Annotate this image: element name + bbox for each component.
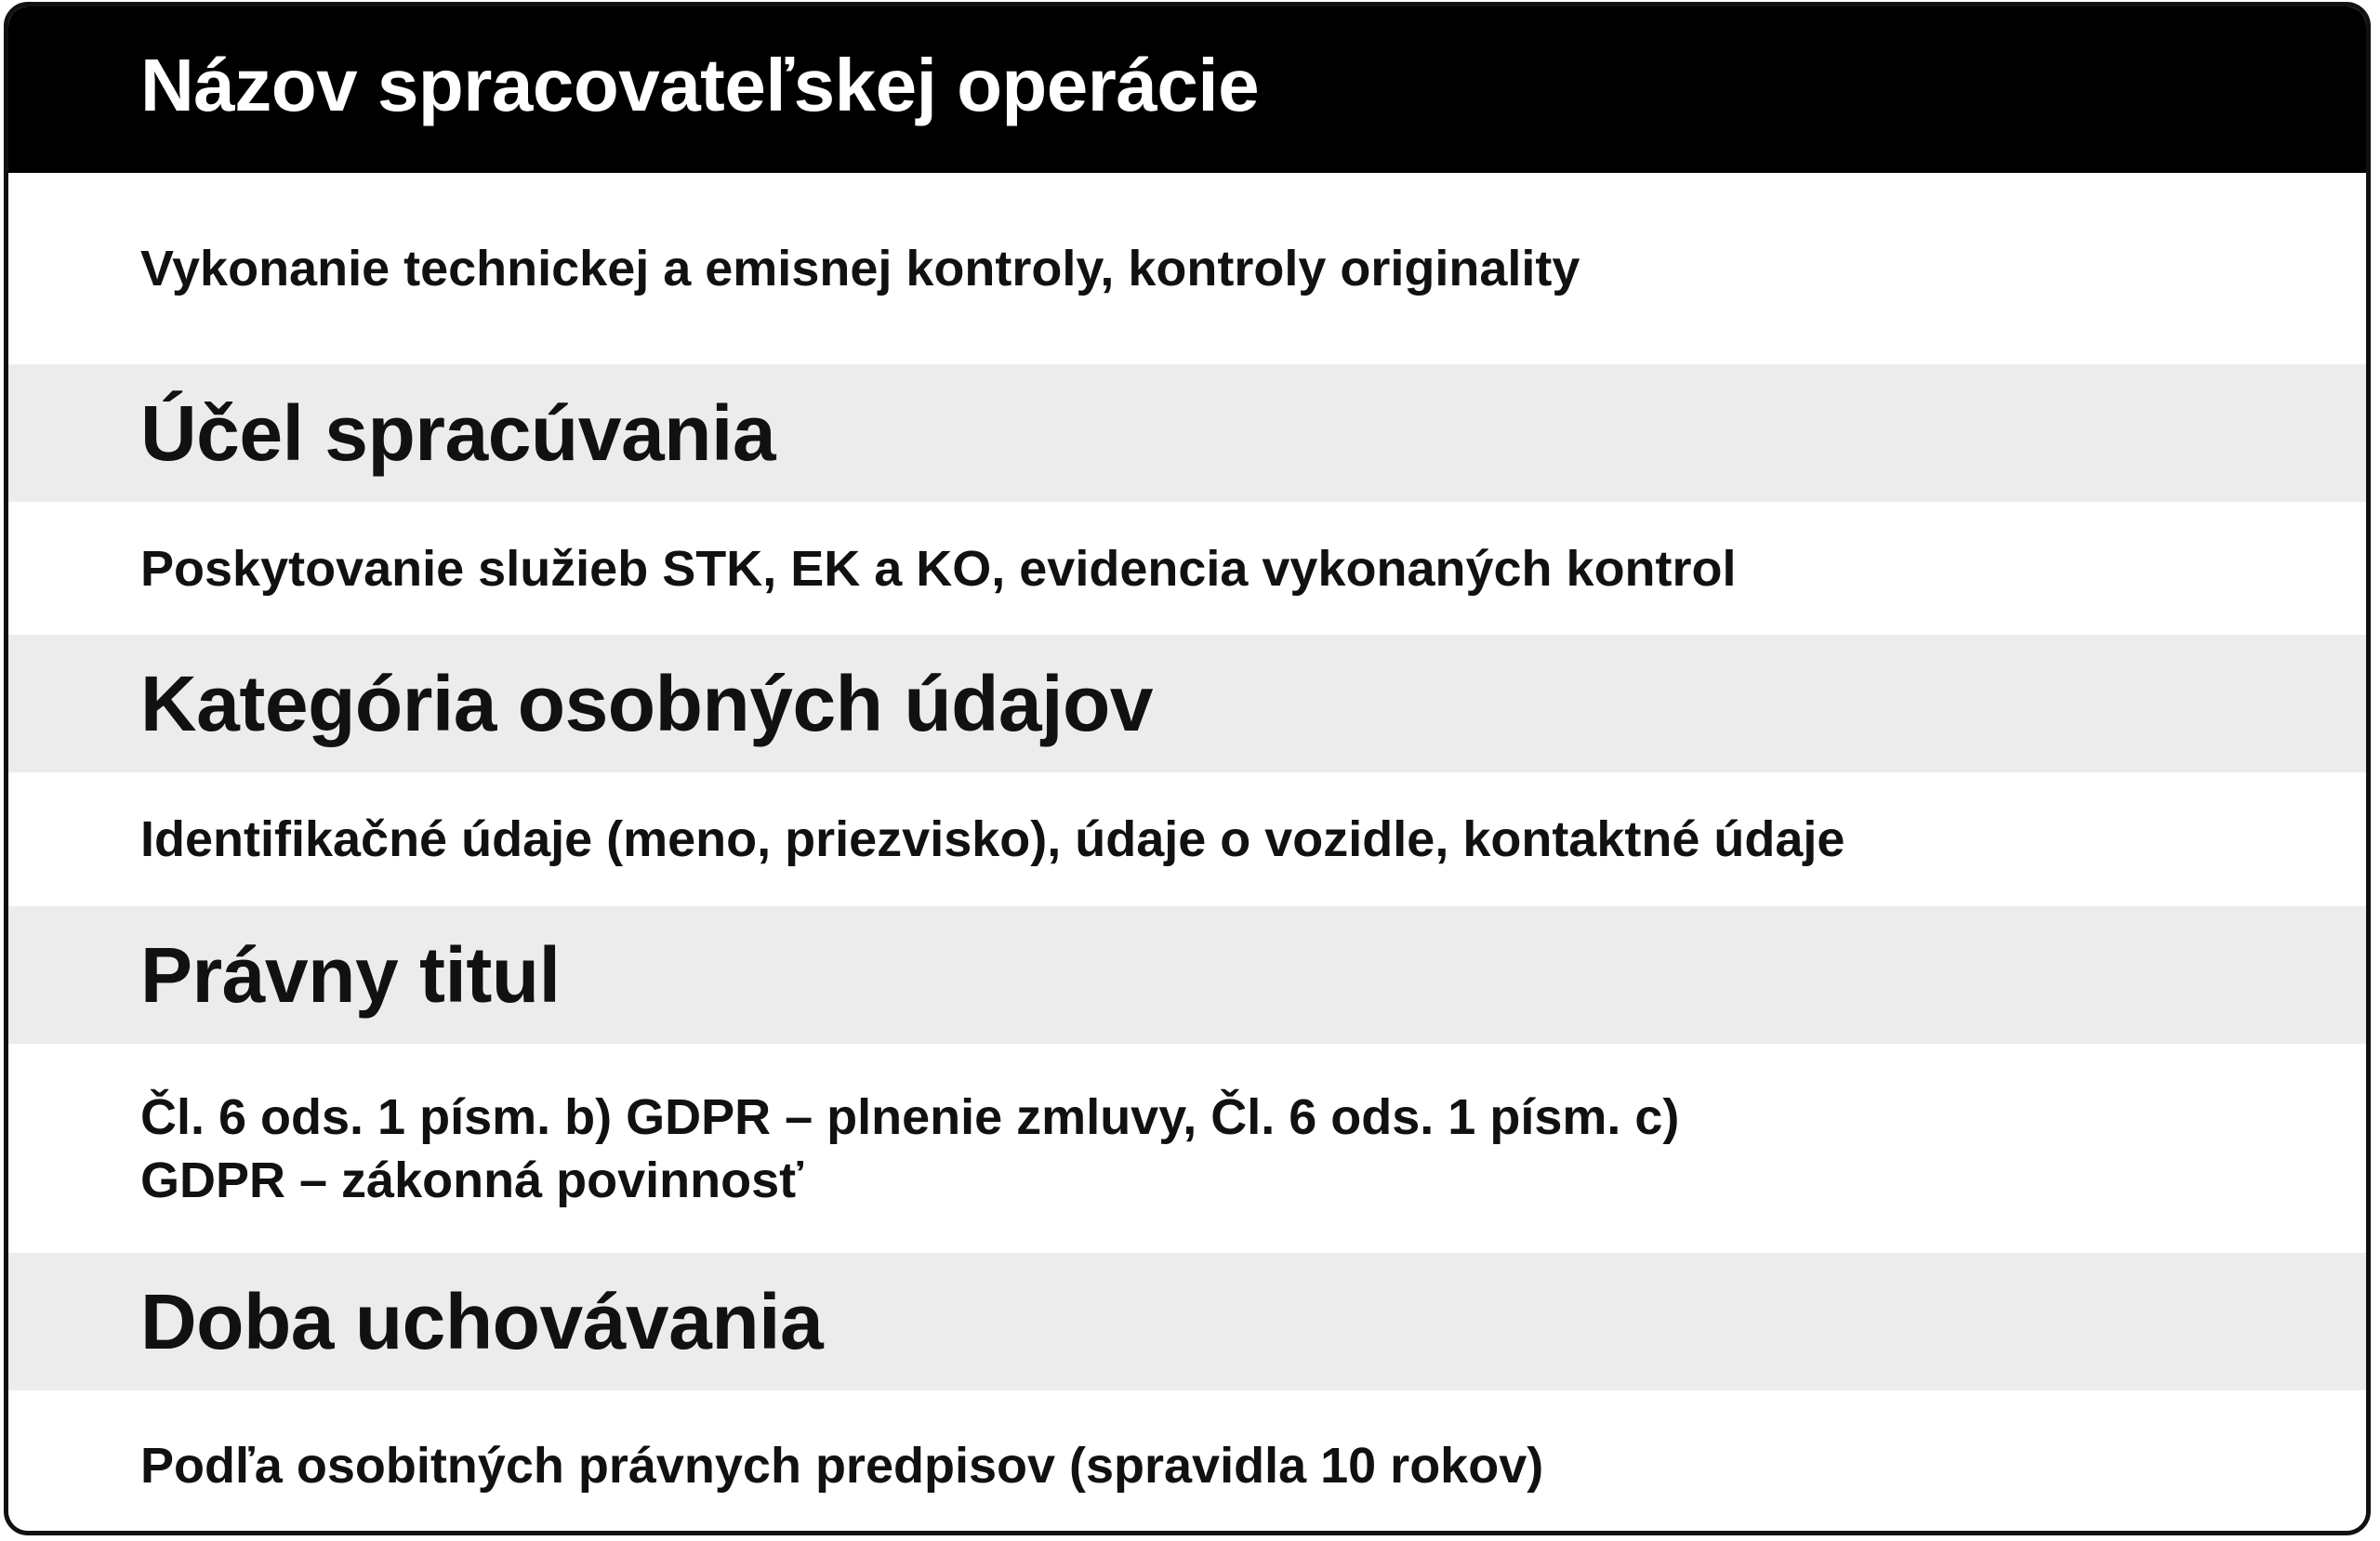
gdpr-info-card	[4, 2, 2371, 1535]
section-heading-categories: Kategória osobných údajov	[140, 659, 1154, 747]
section-heading-row-legal-basis	[8, 906, 2366, 1044]
section-heading-row-retention	[8, 1253, 2366, 1390]
section-value-line: Identifikačné údaje (meno, priezvisko), údaje o vozidle, kontaktné údaje	[140, 811, 1845, 867]
section-value-categories	[140, 808, 1844, 871]
section-value-line: Čl. 6 ods. 1 písm. b) GDPR – plnenie zmluvy, Čl. 6 ods. 1 písm. c)	[140, 1088, 1680, 1145]
section-heading-legal-basis: Právny titul	[140, 930, 561, 1019]
section-value-row-purpose	[8, 502, 2366, 635]
section-value-retention	[140, 1434, 1543, 1497]
operation-value	[140, 237, 1580, 300]
card-header	[8, 7, 2366, 173]
section-value-purpose	[140, 537, 1737, 600]
section-heading-purpose: Účel spracúvania	[140, 389, 776, 477]
section-value-line: Poskytovanie služieb STK, EK a KO, evidencia vykonaných kontrol	[140, 540, 1737, 597]
section-heading-row-purpose	[8, 364, 2366, 502]
section-value-line: Podľa osobitných právnych predpisov (spravidla 10 rokov)	[140, 1437, 1544, 1494]
section-heading-retention: Doba uchovávania	[140, 1277, 824, 1365]
section-value-row-categories	[8, 772, 2366, 906]
section-heading-row-categories	[8, 635, 2366, 772]
page-title: Názov spracovateľskej operácie	[140, 43, 1260, 126]
section-value-line: GDPR – zákonná povinnosť	[140, 1152, 803, 1208]
section-value-row-legal-basis	[8, 1044, 2366, 1253]
section-value-legal-basis	[140, 1086, 1679, 1212]
operation-value-line: Vykonanie technickej a emisnej kontroly, kontroly originality	[140, 241, 1580, 296]
operation-value-row	[8, 173, 2366, 364]
section-value-row-retention	[8, 1390, 2366, 1535]
